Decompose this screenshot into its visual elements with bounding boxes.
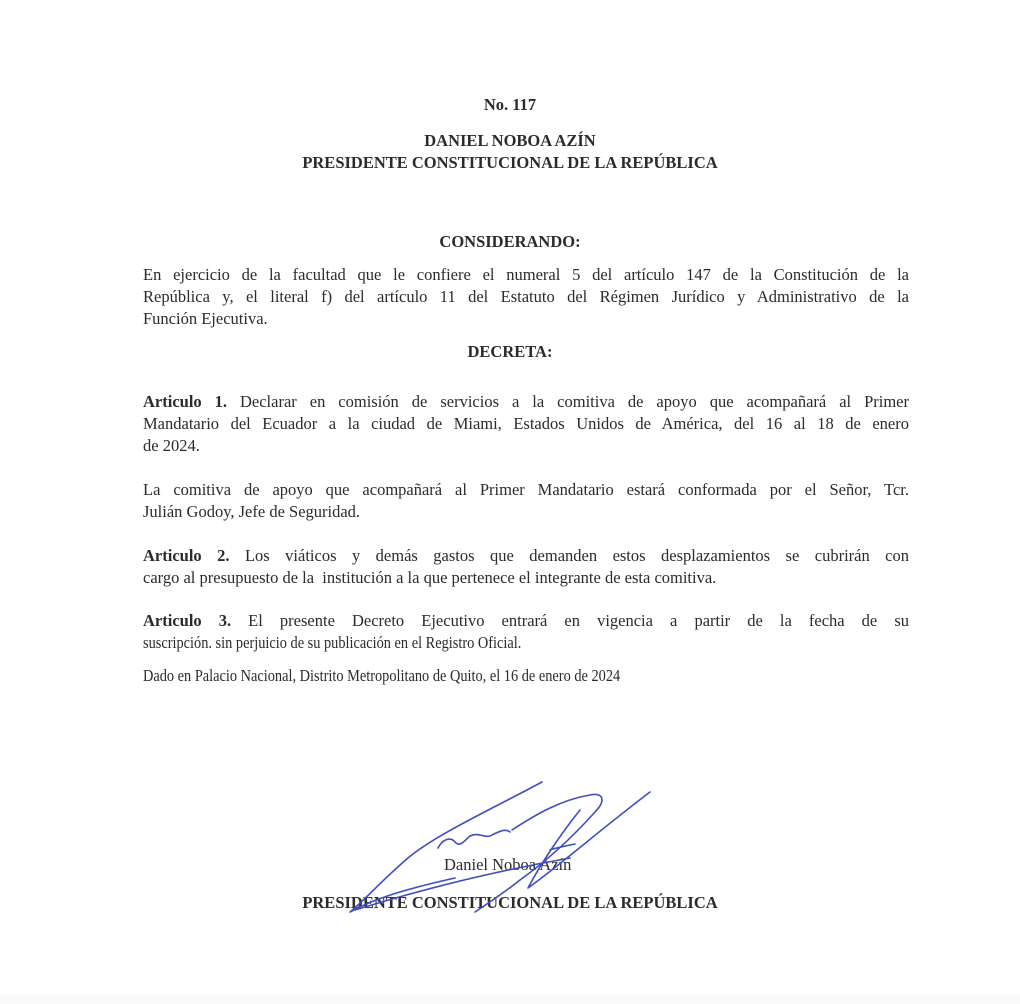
signatory-name: Daniel Noboa Azín — [444, 855, 572, 874]
articulo-2-line: cargo al presupuesto de la institución a la que pertenece el integrante de esta comitiva. — [143, 568, 717, 587]
page-bottom-edge — [0, 995, 1020, 1004]
articulo-1-paragraph — [143, 391, 909, 457]
decreta-heading: DECRETA: — [467, 342, 553, 361]
articulo-1-line — [143, 391, 909, 413]
comitiva-line: La comitiva de apoyo que acompañará al Primer Mandatario estará conformada por el Señor, Tcr. — [143, 480, 909, 499]
articulo-1-line: de 2024. — [143, 436, 200, 455]
signature-stroke — [550, 844, 575, 850]
comitiva-paragraph — [143, 479, 909, 523]
articulo-2-paragraph — [143, 545, 909, 589]
signatory-title: PRESIDENTE CONSTITUCIONAL DE LA REPÚBLICA — [302, 893, 718, 912]
articulo-1-label: Articulo 1. — [143, 392, 228, 411]
articulo-3-line — [143, 610, 909, 632]
articulo-3-paragraph — [143, 610, 909, 654]
dado-line — [143, 665, 909, 687]
author-title: PRESIDENTE CONSTITUCIONAL DE LA REPÚBLICA — [302, 153, 718, 172]
comitiva-line: Julián Godoy, Jefe de Seguridad. — [143, 502, 361, 521]
articulo-1-text: Declarar en comisión de servicios a la comitiva de apoyo que acompañará al Primer — [227, 392, 910, 411]
dado-paragraph — [143, 665, 909, 687]
articulo-3-text-2: suscripción. sin perjuicio de su publicación en el Registro Oficial. — [143, 633, 522, 652]
considerando-paragraph — [143, 264, 909, 330]
articulo-2-text: Los viáticos y demás gastos que demanden estos desplazamientos se cubrirán con — [229, 546, 910, 565]
signature-stroke — [438, 830, 510, 848]
articulo-2-label: Articulo 2. — [143, 546, 230, 565]
considerando-line: República y, el literal f) del artículo 11 del Estatuto del Régimen Jurídico y Administrativo de la — [143, 287, 909, 306]
considerando-heading: CONSIDERANDO: — [439, 232, 581, 251]
articulo-3-line — [143, 632, 909, 654]
articulo-3-text: El presente Decreto Ejecutivo entrará en vigencia a partir de la fecha de su — [231, 611, 909, 630]
articulo-2-line — [143, 545, 909, 567]
dado-text: Dado en Palacio Nacional, Distrito Metropolitano de Quito, el 16 de enero de 2024 — [143, 666, 621, 685]
articulo-1-line: Mandatario del Ecuador a la ciudad de Miami, Estados Unidos de América, del 16 al 18 de enero — [143, 414, 909, 433]
articulo-3-label: Articulo 3. — [143, 611, 232, 630]
considerando-line: Función Ejecutiva. — [143, 309, 268, 328]
decree-number: No. 117 — [483, 95, 537, 114]
considerando-line: En ejercicio de la facultad que le confiere el numeral 5 del artículo 147 de la Constitución de la — [143, 265, 909, 284]
author-name: DANIEL NOBOA AZÍN — [424, 131, 596, 150]
